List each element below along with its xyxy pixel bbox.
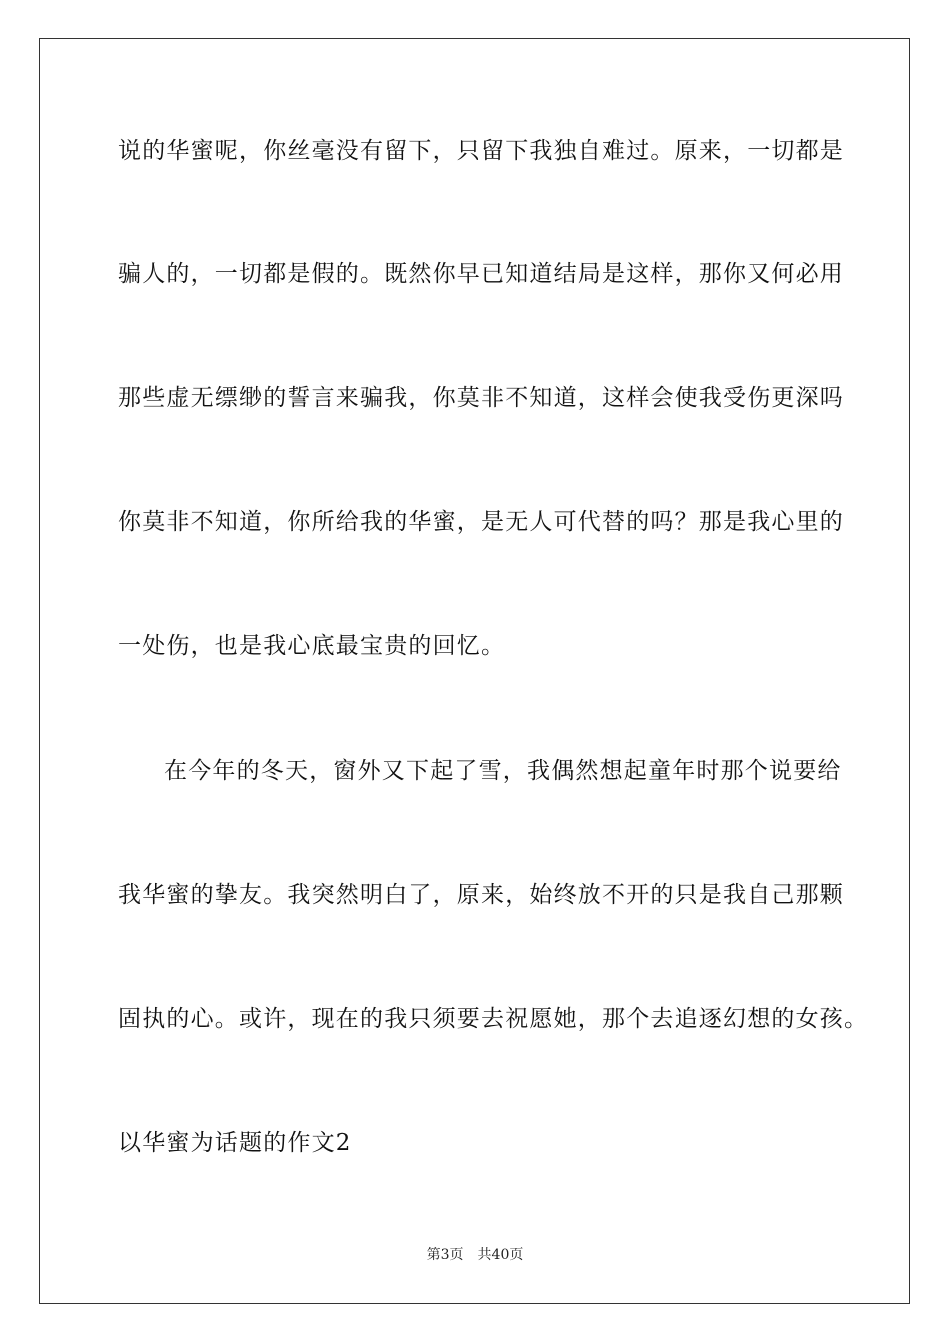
page-border bbox=[39, 38, 910, 1304]
paragraph-line: 那些虚无缥缈的誓言来骗我，你莫非不知道，这样会使我受伤更深吗 bbox=[118, 385, 844, 411]
paragraph-line: 我华蜜的挚友。我突然明白了，原来，始终放不开的只是我自己那颗 bbox=[118, 882, 844, 908]
paragraph-line: 一处伤，也是我心底最宝贵的回忆。 bbox=[118, 633, 506, 659]
page-total: 共40页 bbox=[477, 1247, 524, 1263]
paragraph-line: 说的华蜜呢，你丝毫没有留下，只留下我独自难过。原来，一切都是 bbox=[118, 138, 844, 164]
page-number: 第3页 bbox=[426, 1247, 464, 1263]
page-footer bbox=[0, 1246, 950, 1264]
section-heading: 以华蜜为话题的作文2 bbox=[118, 1130, 352, 1156]
paragraph-line: 你莫非不知道，你所给我的华蜜，是无人可代替的吗？那是我心里的 bbox=[118, 509, 844, 535]
paragraph-line: 骗人的，一切都是假的。既然你早已知道结局是这样，那你又何必用 bbox=[118, 261, 844, 287]
paragraph-line: 固执的心。或许，现在的我只须要去祝愿她，那个去追逐幻想的女孩。 bbox=[118, 1006, 869, 1032]
paragraph-line: 在今年的冬天，窗外又下起了雪，我偶然想起童年时那个说要给 bbox=[164, 758, 842, 784]
